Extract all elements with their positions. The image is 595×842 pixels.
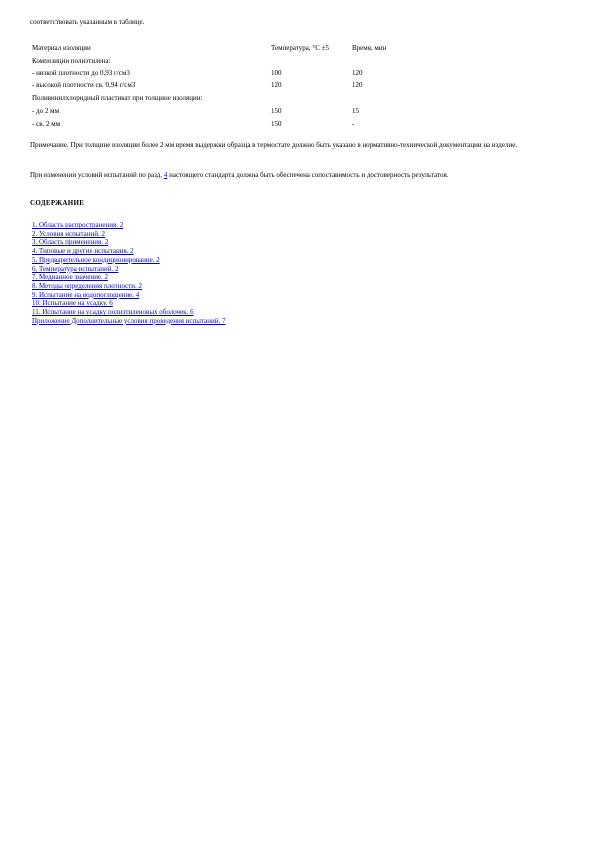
toc-link[interactable]: 11. Испытание на усадку полиэтиленовых оболочек. 6 bbox=[32, 308, 194, 317]
paragraph-text: При изменении условий испытаний по разд. bbox=[30, 171, 164, 179]
table-cell-material: - до 2 мм bbox=[32, 107, 60, 115]
toc-link[interactable]: 5. Предварительное кондиционирование. 2 bbox=[32, 255, 160, 264]
table-row-group-polyethylene: Композиции полиэтилена: bbox=[32, 57, 111, 65]
table-cell-temperature: 150 bbox=[271, 120, 282, 128]
table-cell-material: - св. 2 мм bbox=[32, 120, 61, 128]
table-cell-time: 120 bbox=[352, 81, 363, 89]
table-cell-material: - высокой плотности св. 0,94 г/см3 bbox=[32, 81, 136, 89]
section-4-link[interactable]: 4 bbox=[163, 171, 168, 179]
toc-link[interactable]: 8. Методы определения плотности. 2 bbox=[32, 281, 143, 290]
table-cell-temperature: 150 bbox=[271, 107, 282, 115]
table-of-contents bbox=[32, 221, 225, 325]
table-cell-material: - низкой плотности до 0,93 г/см3 bbox=[32, 69, 130, 77]
table-header-material: Материал изоляции bbox=[32, 44, 91, 52]
contents-heading: СОДЕРЖАНИЕ bbox=[30, 199, 85, 207]
toc-link[interactable]: Приложение Дополнительные условия проведения испытаний. 7 bbox=[32, 316, 226, 325]
table-cell-time: 120 bbox=[352, 69, 363, 77]
table-cell-temperature: 120 bbox=[271, 81, 282, 89]
table-cell-time: 15 bbox=[352, 107, 359, 115]
table-header-temperature: Температура, °С ±5 bbox=[271, 44, 329, 52]
table-cell-temperature: 100 bbox=[271, 69, 282, 77]
toc-link[interactable]: 7. Медианное значение. 2 bbox=[32, 273, 109, 282]
toc-link[interactable]: 6. Температура испытаний. 2 bbox=[32, 264, 119, 273]
toc-link[interactable]: 4. Типовые и другие испытания. 2 bbox=[32, 247, 134, 256]
toc-link[interactable]: 1. Область распространения. 2 bbox=[32, 221, 124, 229]
table-row-group-pvc: Поливинилхлоридный пластикат при толщине изоляции: bbox=[32, 94, 203, 102]
toc-link[interactable]: 9. Испытание на водопоглощение. 4 bbox=[32, 290, 140, 299]
conditions-paragraph bbox=[30, 170, 550, 180]
toc-link[interactable]: 3. Область применения. 2 bbox=[32, 238, 109, 247]
note-paragraph: Примечание. При толщине изоляции более 2 мм время выдержки образца в термостате должно быть указано в нормативно-технической документации на изделие. bbox=[30, 141, 518, 149]
table-header-time: Время, мин bbox=[352, 44, 387, 52]
intro-text: соответствовать указанным в таблице. bbox=[30, 18, 145, 26]
table-cell-time: - bbox=[352, 120, 355, 128]
paragraph-text: настоящего стандарта должна быть обеспечена сопоставимость и достоверность результатов. bbox=[167, 171, 449, 179]
toc-link[interactable]: 2. Условия испытаний. 2 bbox=[32, 229, 106, 238]
toc-link[interactable]: 10. Испытание на усадку. 6 bbox=[32, 299, 113, 308]
